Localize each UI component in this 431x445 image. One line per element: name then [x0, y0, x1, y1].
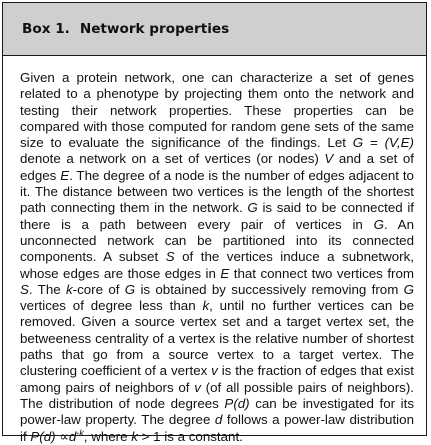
math-symbol: G [124, 281, 136, 297]
math-symbol: k [202, 298, 210, 314]
math-symbol: G [352, 135, 364, 151]
math-symbol: v [211, 363, 218, 379]
math-symbol: G [373, 216, 384, 232]
math-symbol: G [403, 281, 415, 297]
paragraph-text: denote a network on a set of vertices (or nodes) [20, 151, 325, 167]
box-title: Network properties [79, 21, 230, 37]
paragraph-text: -core of [72, 281, 125, 297]
math-symbol: k [131, 428, 138, 444]
paragraph-text: , until no further vertices can be removed. Given a source vertex set and a target vertex set, the betweeness centrality of a vertex is the relative number of shortest paths that go from a source vertex to a target vertex. The clustering coefficient of a vertex [20, 298, 414, 379]
math-symbol: P(d) [30, 428, 56, 444]
paragraph-text: . The degree of a node is the number of edges adjacent to it. The distance between two vertices is the length of the shortest path connecting them in the network. [20, 167, 414, 216]
math-symbol: P(d) [224, 395, 250, 411]
paragraph-text: and a set of edges [20, 151, 414, 183]
math-symbol: S [165, 249, 175, 265]
math-symbol: -k [76, 427, 84, 438]
math-symbol: V [324, 151, 334, 167]
paragraph-text: is obtained by successively removing from [135, 281, 404, 297]
math-symbol: E [220, 265, 230, 281]
math-symbol: S [20, 281, 29, 297]
paragraph-text: = [363, 135, 385, 151]
box-paragraph [3, 56, 426, 445]
math-symbol: d [68, 428, 77, 444]
paragraph-text: ∝ [55, 428, 69, 444]
math-symbol: k [65, 281, 73, 297]
paragraph-text: that connect two vertices from [229, 265, 415, 281]
paragraph-text: > 1 is a constant. [137, 428, 243, 444]
paragraph-text: of the vertices induce a subnetwork, whose edges are those edges in [20, 249, 414, 281]
paragraph-text: is said to be connected if there is a path between every pair of vertices in [20, 200, 414, 232]
paragraph-text: , where [83, 428, 132, 444]
paragraph-text: . The [28, 281, 66, 297]
paragraph-text: can be investigated for its power-law property. The degree [20, 395, 414, 428]
math-symbol: d [214, 412, 223, 428]
box-header [3, 3, 426, 56]
paragraph-text: is the fraction of edges that exist among pairs of neighbors of [20, 363, 414, 395]
paragraph-text: Given a protein network, one can characterize a set of genes related to a phenotype by projecting them onto the network and testing their network properties. These properties can be compared with those computed for random gene sets of the same size to evaluate the significance of the findings. Let [20, 70, 414, 151]
box-network-properties [2, 2, 427, 444]
paragraph-text: (of all possible pairs of neighbors). The distribution of node degrees [20, 379, 414, 411]
paragraph-text: . An unconnected network can be partitioned into its connected components. A subset [20, 216, 414, 265]
math-symbol: (V,E) [384, 135, 414, 151]
paragraph-text: vertices of degree less than [20, 298, 203, 314]
math-symbol: G [247, 200, 258, 216]
math-symbol: v [194, 379, 201, 395]
box-number: Box 1. [22, 21, 70, 37]
paragraph-text: follows a power-law distribution if [20, 412, 414, 444]
math-symbol: E [60, 167, 70, 183]
